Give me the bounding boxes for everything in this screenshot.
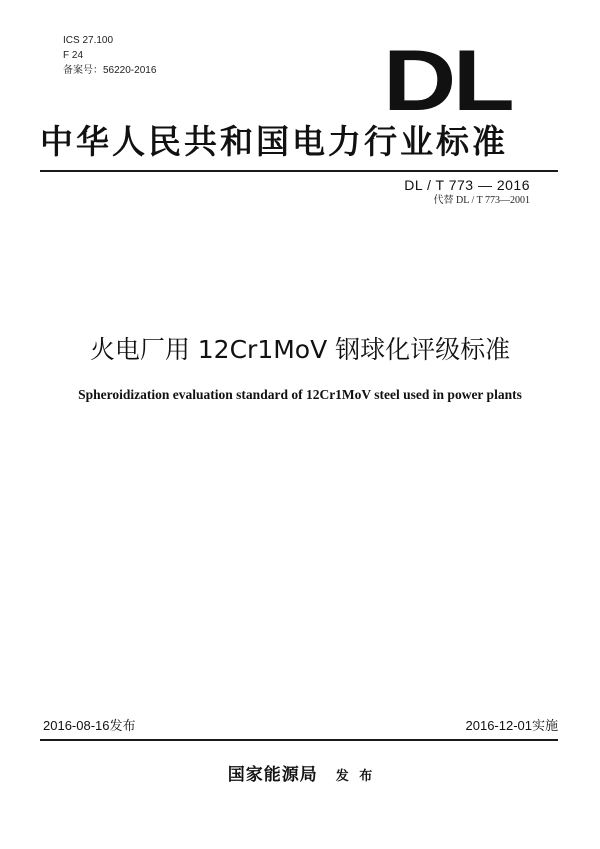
replaces-standard: 代替 DL / T 773—2001 — [433, 195, 530, 206]
industry-standard-heading: 中华人民共和国电力行业标准 — [40, 122, 508, 161]
bottom-divider — [40, 739, 558, 741]
ics-code: ICS 27.100 — [63, 35, 114, 46]
document-title-chinese: 火电厂用 12Cr1MoV 钢球化评级标准 — [89, 335, 511, 364]
top-divider — [40, 170, 558, 172]
ccs-code: F 24 — [63, 50, 84, 61]
publisher-name: 国家能源局 — [227, 765, 318, 785]
classification-block — [63, 33, 156, 78]
dl-logo: DL — [383, 33, 512, 129]
publish-label: 发 布 — [335, 769, 373, 784]
implementation-date: 2016-12-01实施 — [465, 718, 558, 733]
publisher-line — [0, 764, 600, 788]
issue-date: 2016-08-16发布 — [43, 718, 136, 733]
document-title-english: Spheroidization evaluation standard of 12Cr1MoV steel used in power plants — [78, 387, 522, 402]
standard-code-block — [404, 176, 530, 208]
filing-number: 备案号：56220-2016 — [63, 65, 157, 76]
standard-number: DL / T 773 — 2016 — [404, 177, 530, 193]
